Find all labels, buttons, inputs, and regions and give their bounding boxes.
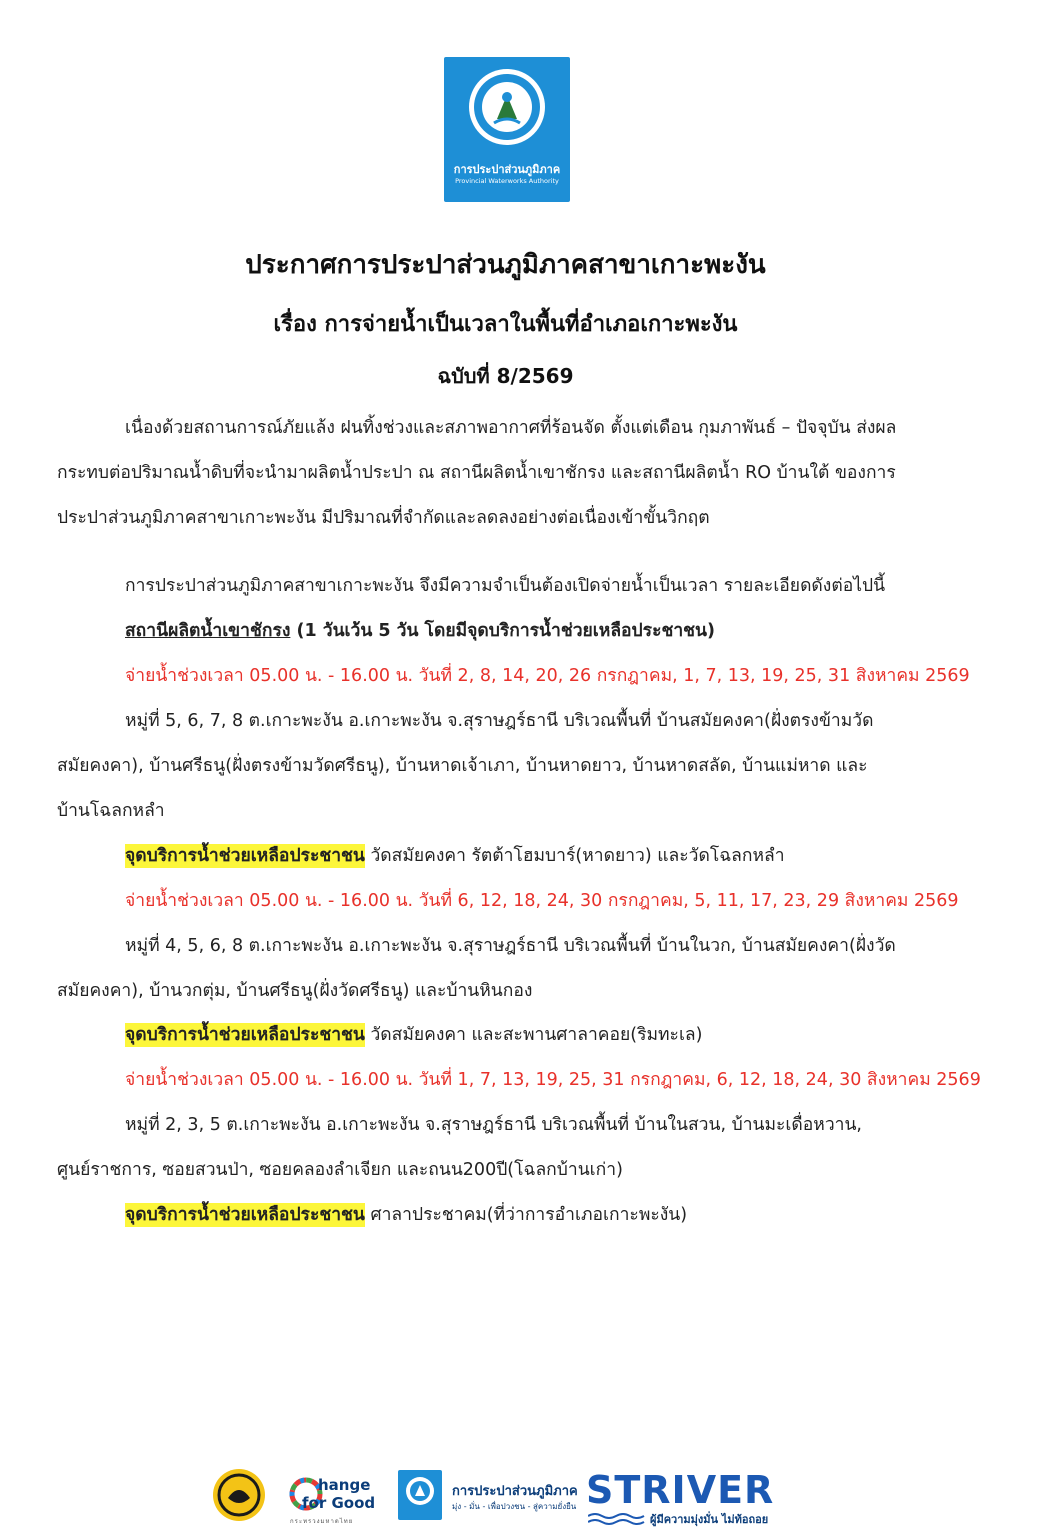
for-good-text: for Good	[302, 1494, 376, 1512]
service-places-3: ศาลาประชาคม(ที่ว่าการอำเภอเกาะพะงัน)	[364, 1205, 688, 1225]
station-name: สถานีผลิตน้ำเขาชักรง	[125, 621, 291, 641]
pwa-logo-english-name: Provincial Waterworks Authority	[455, 177, 559, 185]
service-label-2: จุดบริการน้ำช่วยเหลือประชาชน	[125, 1025, 365, 1045]
interior-ministry-emblem-icon	[212, 1468, 266, 1522]
pwa-small-seal-icon	[404, 1475, 436, 1507]
area-2-line-2: สมัยคงคา), บ้านวกตุ่ม, บ้านศรีธนู(ฝั่งวัดศรีธนู) และบ้านหินกอง	[57, 981, 533, 1001]
ministry-text: กระทรวงมหาดไทย	[290, 1518, 354, 1525]
area-1-line-1: หมู่ที่ 5, 6, 7, 8 ต.เกาะพะงัน อ.เกาะพะงัน จ.สุราษฎร์ธานี บริเวณพื้นที่ บ้านสมัยคงคา(ฝั่งตรงข้ามวัด	[125, 711, 874, 731]
announcement-title: ประกาศการประปาส่วนภูมิภาคสาขาเกาะพะงัน	[245, 250, 766, 280]
pwa-footer-slogan: มุ่ง - มั่น - เพื่อปวงชน - สู่ความยั่งยืน	[452, 1502, 577, 1511]
schedule-3: จ่ายน้ำช่วงเวลา 05.00 น. - 16.00 น. วันที่ 1, 7, 13, 19, 25, 31 กรกฎาคม, 6, 12, 18, 24, 30 สิงหาคม 2569	[125, 1070, 981, 1090]
pwa-small-logo	[398, 1470, 442, 1520]
service-label-1: จุดบริการน้ำช่วยเหลือประชาชน	[125, 846, 365, 866]
schedule-2: จ่ายน้ำช่วงเวลา 05.00 น. - 16.00 น. วันที่ 6, 12, 18, 24, 30 กรกฎาคม, 5, 11, 17, 23, 29 สิงหาคม 2569	[125, 891, 959, 911]
intro-line-2: กระทบต่อปริมาณน้ำดิบที่จะนำมาผลิตน้ำประปา ณ สถานีผลิตน้ำเขาชักรง และสถานีผลิตน้ำ RO บ้านใต้ ของการ	[57, 463, 896, 483]
station-note: (1 วันเว้น 5 วัน โดยมีจุดบริการน้ำช่วยเหลือประชาชน)	[290, 621, 716, 641]
pwa-logo	[444, 57, 570, 202]
change-text: hange	[318, 1476, 371, 1494]
footer-logos	[210, 1466, 810, 1526]
announce-line: การประปาส่วนภูมิภาคสาขาเกาะพะงัน จึงมีความจำเป็นต้องเปิดจ่ายน้ำเป็นเวลา รายละเอียดดังต่อไปนี้	[125, 576, 886, 596]
announcement-number: ฉบับที่ 8/2569	[437, 364, 574, 388]
change-for-good-logo	[288, 1470, 388, 1525]
service-point-3	[125, 1202, 687, 1228]
service-places-1: วัดสมัยคงคา รัตต้าโฮมบาร์(หาดยาว) และวัดโฉลกหลำ	[364, 846, 785, 866]
service-places-2: วัดสมัยคงคา และสะพานศาลาคอย(ริมทะเล)	[364, 1025, 703, 1045]
area-2-line-1: หมู่ที่ 4, 5, 6, 8 ต.เกาะพะงัน อ.เกาะพะงัน จ.สุราษฎร์ธานี บริเวณพื้นที่ บ้านในวก, บ้านสมัยคงคา(ฝั่งวัด	[125, 936, 896, 956]
station-line	[125, 618, 715, 644]
area-1-line-2: สมัยคงคา), บ้านศรีธนู(ฝั่งตรงข้ามวัดศรีธนู), บ้านหาดเจ้าเภา, บ้านหาดยาว, บ้านหาดสลัด, บ้านแม่หาด และ	[57, 756, 868, 776]
schedule-1: จ่ายน้ำช่วงเวลา 05.00 น. - 16.00 น. วันที่ 2, 8, 14, 20, 26 กรกฎาคม, 1, 7, 13, 19, 25, 31 สิงหาคม 2569	[125, 666, 970, 686]
service-label-3: จุดบริการน้ำช่วยเหลือประชาชน	[125, 1205, 365, 1225]
striver-waves-icon	[588, 1512, 648, 1526]
pwa-seal-icon	[467, 67, 547, 147]
area-1-line-3: บ้านโฉลกหลำ	[57, 801, 165, 821]
area-3-line-2: ศูนย์ราชการ, ซอยสวนป่า, ซอยคลองลำเจียก และถนน200ปี(โฉลกบ้านเก่า)	[57, 1160, 623, 1180]
area-3-line-1: หมู่ที่ 2, 3, 5 ต.เกาะพะงัน อ.เกาะพะงัน จ.สุราษฎร์ธานี บริเวณพื้นที่ บ้านในสวน, บ้านมะเดื่อหวาน,	[125, 1115, 862, 1135]
intro-line-1: เนื่องด้วยสถานการณ์ภัยแล้ง ฝนทิ้งช่วงและสภาพอากาศที่ร้อนจัด ตั้งแต่เดือน กุมภาพันธ์ – ปัจจุบัน ส่งผล	[125, 418, 897, 438]
intro-line-3: ประปาส่วนภูมิภาคสาขาเกาะพะงัน มีปริมาณที่จำกัดและลดลงอย่างต่อเนื่องเข้าขั้นวิกฤต	[57, 508, 710, 528]
pwa-logo-thai-name: การประปาส่วนภูมิภาค	[453, 163, 561, 176]
service-point-2	[125, 1022, 702, 1048]
striver-logo-text: STRIVER	[586, 1468, 775, 1512]
pwa-footer-name: การประปาส่วนภูมิภาค	[452, 1484, 578, 1499]
announcement-subject: เรื่อง การจ่ายน้ำเป็นเวลาในพื้นที่อำเภอเกาะพะงัน	[273, 312, 738, 337]
striver-slogan: ผู้มีความมุ่งมั่น ไม่ท้อถอย	[650, 1513, 769, 1526]
service-point-1	[125, 843, 785, 869]
